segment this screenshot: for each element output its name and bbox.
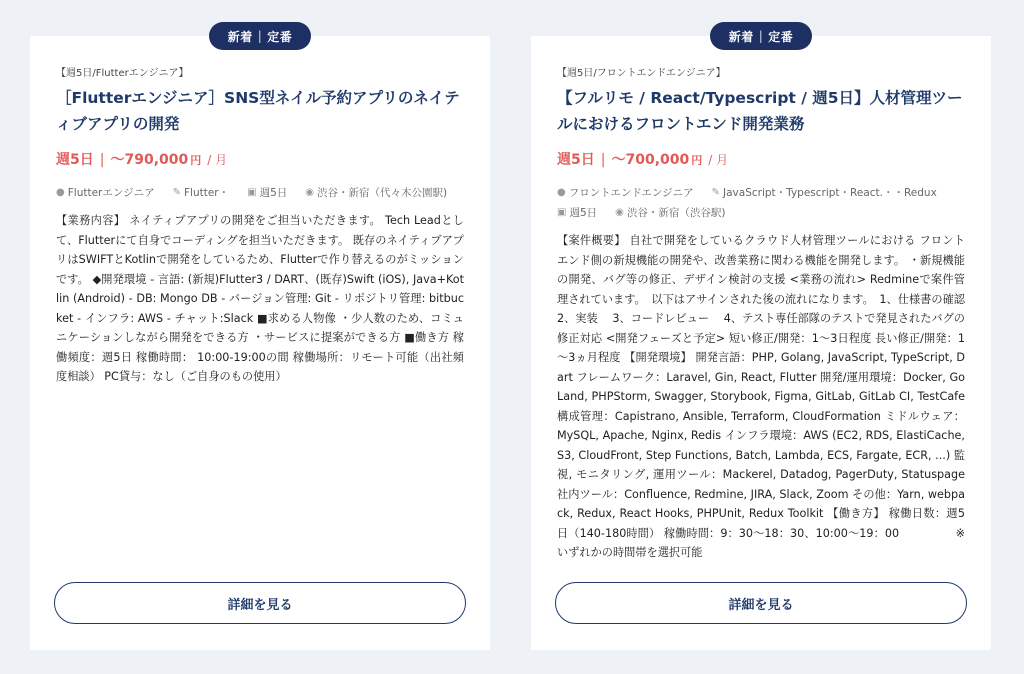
- job-price: [557, 149, 965, 169]
- job-card: [30, 29, 490, 650]
- price-separator: |: [600, 152, 606, 168]
- price-amount: 〜700,000: [611, 152, 690, 168]
- meta-frequency-text: 週5日: [569, 207, 598, 219]
- pen-icon: ✎: [172, 187, 181, 198]
- badge-standard-label: 定番: [267, 29, 293, 44]
- meta-location-text: 渋谷・新宿（代々木公園駅): [317, 187, 448, 199]
- meta-skills-text: Flutter・: [184, 187, 230, 199]
- status-badge: [710, 22, 812, 50]
- badge-standard-label: 定番: [768, 29, 794, 44]
- meta-skills: [712, 183, 937, 203]
- job-description: 【案件概要】 自社で開発をしているクラウド人材管理ツールにおける フロントエンド側の新規機能の開発や、改善業務に関わる機能を開発します。 ・新規機能の開発、バグ等の修正、デザイン検討の支援 <業務の流れ> Redmineで案件管理されています。 以下はアサインされた後の流れになります。 1、仕様書の確認 2、実装 3、コードレビュー 4、テスト専任部隊のテストで発見されたバグの修正対応 <開発フェーズと予定> 短い修正/開発：1～3日程度 長い修正/開発：1～3ヵ月程度 【開発環境】 開発言語：PHP, Golang, JavaScript, TypeScript, Dart フレームワーク：Laravel, Gin, React, Flutter 開発/運用環境：Docker, GoLand, PHPStorm, Swagger, Storybook, Figma, GitLab, GitLab CI, TestCafe 構成管理：Capistrano, Ansible, Terraform, CloudFormation ミドルウェア：MySQL, Apache, Nginx, Redis インフラ環境：AWS (EC2, RDS, ElastiCache, S3, CloudFront, Step Functions, Batch, Lambda, ECS, Fargate, ECR, ...) 監視, モニタリング, 運用ツール：Mackerel, Datadog, PagerDuty, Statuspage 社内ツール：Confluence, Redmine, JIRA, Slack, Zoom その他：Yarn, webpack, Redux, React Hooks, PHPUnit, Redux Toolkit 【働き方】 稼働日数：週5日（140-180時間） 稼働時間：9：30〜18：30、10:00〜19：00 ※いずれかの時間帯を選択可能: [557, 234, 980, 559]
- meta-role-text: Flutterエンジニア: [67, 187, 155, 199]
- job-category: 【週5日/Flutterエンジニア】: [56, 68, 189, 79]
- briefcase-icon: ▣: [557, 207, 567, 218]
- details-button[interactable]: 詳細を見る: [54, 582, 466, 624]
- location-pin-icon: ◉: [305, 187, 314, 198]
- job-title[interactable]: 【フルリモ / React/Typescript / 週5日】人材管理ツールにおけるフロントエンド開発業務: [557, 89, 963, 133]
- job-category: 【週5日/フロントエンドエンジニア】: [557, 68, 726, 79]
- price-separator: |: [99, 152, 105, 168]
- badge-new-label: 新着: [227, 29, 253, 44]
- status-badge: [209, 22, 311, 50]
- price-unit: / 月: [207, 153, 228, 167]
- meta-skills: [173, 183, 230, 203]
- job-card: [531, 29, 991, 650]
- job-price: [56, 149, 464, 169]
- job-description: 【業務内容】 ネイティブアプリの開発をご担当いただきます。 Tech Leadとして、Flutterにて自身でコーディングを担当いただきます。 既存のネイティブアプリはSWIFTとKotlinで開発をしているため、Flutterで作り替えるのがミッションです。 ◆開発環境 - 言語: (新規)Flutter3 / DART、(既存)Swift (iOS), Java+Kotlin (Android) - DB: Mongo DB - バージョン管理: Git - リポジトリ管理: bitbucket - インフラ: AWS - チャット:Slack ■求める人物像 ・少人数のため、コミュニケーションしながら開発をできる方 ・サービスに提案ができる方 ■働き方 稼働頻度：週5日 稼働時間： 10:00-19:00の間 稼働場所：リモート可能（出社頻度相談） PC貸与：なし（ご自身のもの使用）: [56, 214, 464, 383]
- person-icon: ●: [557, 187, 566, 198]
- meta-skills-text: JavaScript・Typescript・React.・・Redux: [723, 187, 937, 199]
- price-yen: 円: [190, 154, 202, 167]
- person-icon: ●: [56, 187, 65, 198]
- job-title[interactable]: ［Flutterエンジニア］SNS型ネイル予約アプリのネイティブアプリの開発: [56, 89, 460, 133]
- pen-icon: ✎: [711, 187, 721, 198]
- meta-frequency-text: 週5日: [259, 187, 288, 199]
- briefcase-icon: ▣: [247, 187, 257, 198]
- job-meta: [56, 183, 464, 203]
- badge-separator: |: [758, 29, 764, 43]
- price-amount: 〜790,000: [110, 152, 189, 168]
- badge-new-label: 新着: [728, 29, 754, 44]
- location-pin-icon: ◉: [615, 207, 624, 218]
- price-unit: / 月: [708, 153, 729, 167]
- price-days: 週5日: [56, 152, 94, 168]
- badge-separator: |: [257, 29, 263, 43]
- meta-frequency: [247, 183, 287, 203]
- meta-role: [56, 183, 155, 203]
- details-button[interactable]: 詳細を見る: [555, 582, 967, 624]
- meta-location: [305, 183, 447, 203]
- meta-role-text: フロントエンドエンジニア: [568, 187, 694, 199]
- job-meta: [557, 183, 965, 223]
- meta-location: [615, 203, 725, 223]
- price-days: 週5日: [557, 152, 595, 168]
- price-yen: 円: [691, 154, 703, 167]
- meta-location-text: 渋谷・新宿（渋谷駅): [626, 207, 726, 219]
- meta-role: [557, 183, 694, 203]
- meta-frequency: [557, 203, 597, 223]
